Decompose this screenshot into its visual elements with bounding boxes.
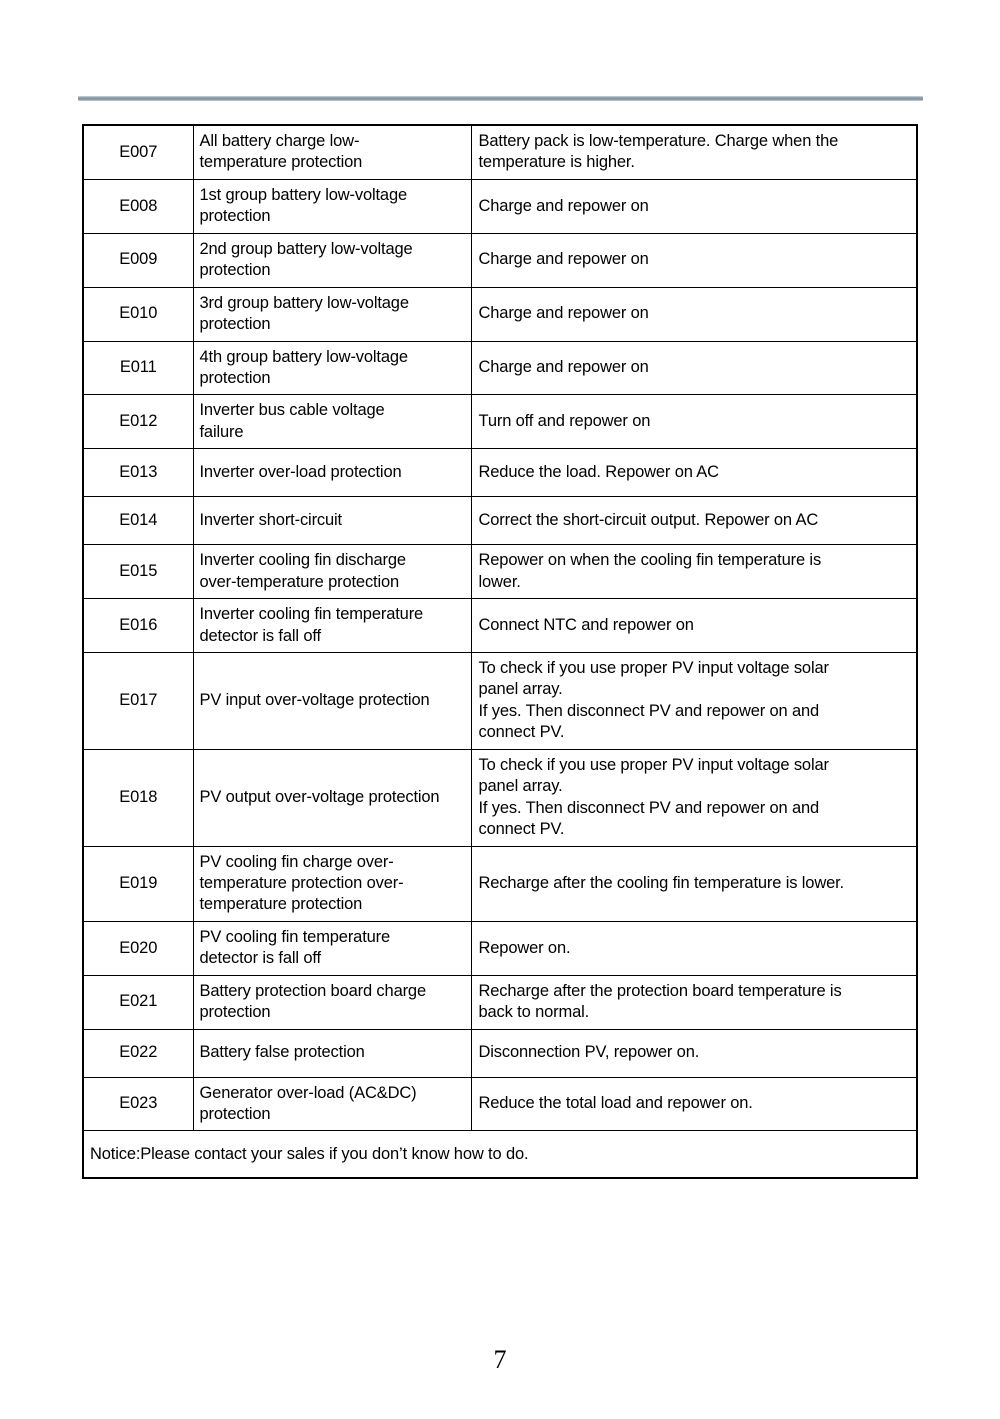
error-action-cell xyxy=(471,1077,917,1131)
error-action-text xyxy=(472,406,917,437)
text-line: PV cooling fin charge over- xyxy=(199,852,394,871)
error-code-text: E020 xyxy=(119,938,158,957)
table-row xyxy=(83,125,917,179)
text-line: connect PV. xyxy=(478,820,565,839)
error-description-cell xyxy=(193,341,471,395)
error-action-text xyxy=(472,750,917,846)
error-code-text: E015 xyxy=(119,561,158,580)
text-line: Battery protection board charge xyxy=(199,981,426,1000)
table-row xyxy=(83,233,917,287)
error-action-text xyxy=(472,457,917,488)
error-action-text xyxy=(472,126,917,179)
text-line: 4th group battery low-voltage xyxy=(199,347,408,366)
error-code-cell xyxy=(83,599,193,653)
error-action-cell xyxy=(471,341,917,395)
text-line: protection xyxy=(199,207,271,226)
error-description-cell xyxy=(193,545,471,599)
error-description-text xyxy=(194,847,471,921)
text-line: protection xyxy=(199,1105,271,1123)
text-line: 1st group battery low-voltage xyxy=(199,185,408,204)
text-line: Inverter cooling fin discharge xyxy=(199,551,406,570)
text-line: panel array. xyxy=(478,777,563,796)
error-code-table-body xyxy=(83,125,917,1178)
error-description-text xyxy=(194,457,471,488)
table-row xyxy=(83,287,917,341)
error-code-text: E013 xyxy=(119,463,158,482)
error-description-text xyxy=(194,1037,471,1068)
text-line: protection xyxy=(199,315,271,334)
text-line: Reduce the total load and repower on. xyxy=(478,1094,753,1113)
error-code-text: E022 xyxy=(119,1043,158,1062)
error-code-text: E008 xyxy=(119,196,158,215)
error-action-cell xyxy=(471,287,917,341)
error-description-text xyxy=(194,1078,471,1131)
table-row xyxy=(83,1029,917,1077)
error-action-cell xyxy=(471,449,917,497)
text-line: temperature protection over- xyxy=(199,873,404,892)
error-code-table xyxy=(82,124,918,1179)
text-line: failure xyxy=(199,422,244,441)
text-line: connect PV. xyxy=(478,723,565,742)
text-line: Recharge after the protection board temperature is xyxy=(478,981,842,1000)
error-description-text xyxy=(194,234,471,287)
error-action-text xyxy=(472,610,917,641)
text-line: Charge and repower on xyxy=(478,358,649,377)
error-code-cell xyxy=(83,749,193,846)
error-description-text xyxy=(194,342,471,395)
error-description-text xyxy=(194,782,471,813)
error-description-text xyxy=(194,505,471,536)
text-line: detector is fall off xyxy=(199,949,321,968)
error-action-cell xyxy=(471,846,917,921)
text-line: Correct the short-circuit output. Repower on AC xyxy=(478,511,819,530)
error-code-text: E023 xyxy=(119,1094,158,1113)
error-action-text xyxy=(472,1037,917,1068)
text-line: PV input over-voltage protection xyxy=(199,691,430,710)
text-line: Reduce the load. Repower on AC xyxy=(478,463,719,482)
error-description-text xyxy=(194,922,471,975)
error-description-text xyxy=(194,685,471,716)
text-line: 2nd group battery low-voltage xyxy=(199,239,413,258)
notice-text: Notice:Please contact your sales if you don’t know how to do. xyxy=(90,1144,529,1163)
error-action-cell xyxy=(471,233,917,287)
error-action-text xyxy=(472,1088,917,1119)
text-line: PV output over-voltage protection xyxy=(199,787,440,806)
text-line: To check if you use proper PV input voltage solar xyxy=(478,659,829,677)
error-action-cell xyxy=(471,497,917,545)
error-action-text xyxy=(472,653,917,749)
table-row xyxy=(83,395,917,449)
error-description-cell xyxy=(193,233,471,287)
text-line: All battery charge low- xyxy=(199,132,360,150)
error-description-cell xyxy=(193,125,471,179)
notice-cell xyxy=(83,1131,917,1179)
error-description-cell xyxy=(193,749,471,846)
error-code-text: E016 xyxy=(119,615,158,634)
text-line: detector is fall off xyxy=(199,626,321,645)
error-action-text xyxy=(472,505,917,536)
error-description-cell xyxy=(193,1077,471,1131)
error-code-cell xyxy=(83,653,193,750)
text-line: Inverter short-circuit xyxy=(199,511,342,530)
text-line: panel array. xyxy=(478,680,563,699)
error-action-cell xyxy=(471,179,917,233)
text-line: back to normal. xyxy=(478,1003,590,1022)
table-row xyxy=(83,341,917,395)
text-line: Inverter over-load protection xyxy=(199,463,402,482)
error-action-cell xyxy=(471,921,917,975)
error-description-cell xyxy=(193,449,471,497)
text-line: Inverter bus cable voltage xyxy=(199,401,385,420)
text-line: Connect NTC and repower on xyxy=(478,615,694,634)
error-action-cell xyxy=(471,395,917,449)
text-line: protection xyxy=(199,261,271,280)
table-row xyxy=(83,449,917,497)
text-line: Battery false protection xyxy=(199,1043,365,1062)
error-code-text: E012 xyxy=(119,412,158,431)
error-description-cell xyxy=(193,975,471,1029)
text-line: Charge and repower on xyxy=(478,304,649,323)
notice-row xyxy=(83,1131,917,1179)
error-code-cell xyxy=(83,233,193,287)
table-row xyxy=(83,921,917,975)
error-description-cell xyxy=(193,287,471,341)
text-line: 3rd group battery low-voltage xyxy=(199,293,409,312)
error-action-cell xyxy=(471,125,917,179)
error-action-cell xyxy=(471,545,917,599)
error-code-text: E010 xyxy=(119,304,158,323)
text-line: Battery pack is low-temperature. Charge when the xyxy=(478,132,839,150)
table-row xyxy=(83,497,917,545)
text-line: Inverter cooling fin temperature xyxy=(199,605,424,624)
error-code-table-container xyxy=(82,124,918,1179)
error-description-text xyxy=(194,288,471,341)
error-description-text xyxy=(194,599,471,652)
error-description-cell xyxy=(193,395,471,449)
table-row xyxy=(83,179,917,233)
table-row xyxy=(83,846,917,921)
text-line: protection xyxy=(199,368,271,387)
error-action-text xyxy=(472,298,917,329)
error-code-cell xyxy=(83,921,193,975)
error-action-cell xyxy=(471,975,917,1029)
error-code-cell xyxy=(83,449,193,497)
error-code-text: E019 xyxy=(119,873,158,892)
error-action-text xyxy=(472,352,917,383)
table-row xyxy=(83,1077,917,1131)
error-description-cell xyxy=(193,599,471,653)
error-action-text xyxy=(472,244,917,275)
error-code-cell xyxy=(83,497,193,545)
text-line: over-temperature protection xyxy=(199,572,400,591)
text-line: If yes. Then disconnect PV and repower on and xyxy=(478,701,820,720)
error-code-cell xyxy=(83,287,193,341)
text-line: Repower on when the cooling fin temperature is xyxy=(478,551,822,570)
error-action-cell xyxy=(471,599,917,653)
table-row xyxy=(83,653,917,750)
text-line: Generator over-load (AC&DC) xyxy=(199,1083,417,1102)
error-code-cell xyxy=(83,1029,193,1077)
text-line: Turn off and repower on xyxy=(478,412,651,431)
error-description-text xyxy=(194,126,471,179)
error-action-text xyxy=(472,545,917,598)
text-line: To check if you use proper PV input voltage solar xyxy=(478,755,829,774)
error-action-text xyxy=(472,868,917,899)
table-row xyxy=(83,749,917,846)
error-code-text: E009 xyxy=(119,250,158,269)
error-code-cell xyxy=(83,179,193,233)
error-action-text xyxy=(472,976,917,1029)
error-code-text: E021 xyxy=(119,992,158,1011)
error-description-text xyxy=(194,976,471,1029)
text-line: temperature is higher. xyxy=(478,153,635,172)
error-description-text xyxy=(194,180,471,233)
page-number: 7 xyxy=(493,1345,507,1374)
error-description-cell xyxy=(193,653,471,750)
error-action-cell xyxy=(471,1029,917,1077)
error-description-text xyxy=(194,395,471,448)
text-line: Disconnection PV, repower on. xyxy=(478,1043,700,1062)
error-code-cell xyxy=(83,125,193,179)
text-line: temperature protection xyxy=(199,153,363,172)
error-description-cell xyxy=(193,1029,471,1077)
error-code-cell xyxy=(83,846,193,921)
error-description-cell xyxy=(193,846,471,921)
text-line: temperature protection xyxy=(199,895,363,914)
error-action-cell xyxy=(471,653,917,750)
error-code-cell xyxy=(83,395,193,449)
error-code-text: E011 xyxy=(119,358,157,377)
error-action-text xyxy=(472,933,917,964)
error-code-text: E007 xyxy=(119,142,158,161)
text-line: Charge and repower on xyxy=(478,196,649,215)
error-code-cell xyxy=(83,1077,193,1131)
error-code-cell xyxy=(83,545,193,599)
table-row xyxy=(83,545,917,599)
error-code-text: E018 xyxy=(119,787,158,806)
text-line: Recharge after the cooling fin temperature is lower. xyxy=(478,873,844,892)
error-description-cell xyxy=(193,179,471,233)
text-line: If yes. Then disconnect PV and repower on and xyxy=(478,798,820,817)
header-rule xyxy=(78,96,923,101)
error-action-text xyxy=(472,191,917,222)
text-line: protection xyxy=(199,1003,271,1022)
error-description-cell xyxy=(193,497,471,545)
error-code-text: E017 xyxy=(119,691,158,710)
error-code-cell xyxy=(83,341,193,395)
error-code-cell xyxy=(83,975,193,1029)
error-description-text xyxy=(194,545,471,598)
text-line: lower. xyxy=(478,572,521,591)
error-action-cell xyxy=(471,749,917,846)
text-line: Repower on. xyxy=(478,938,571,957)
table-row xyxy=(83,599,917,653)
text-line: PV cooling fin temperature xyxy=(199,927,391,946)
error-description-cell xyxy=(193,921,471,975)
text-line: Charge and repower on xyxy=(478,250,649,269)
error-code-text: E014 xyxy=(119,511,158,530)
table-row xyxy=(83,975,917,1029)
